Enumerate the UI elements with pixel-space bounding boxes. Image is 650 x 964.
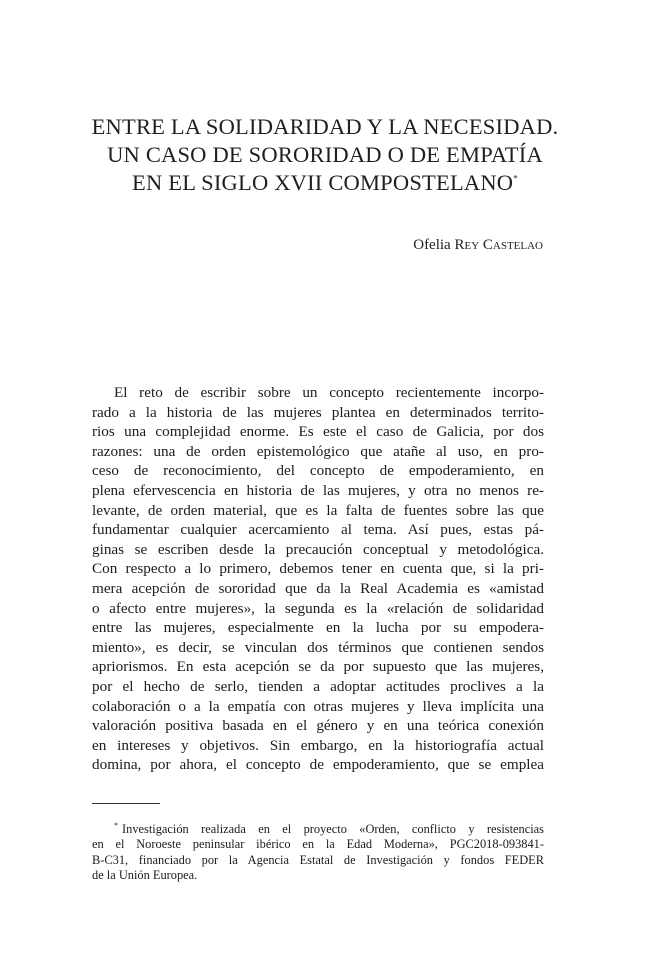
footnote-separator — [92, 803, 160, 804]
author-given-name: Ofelia — [413, 237, 451, 253]
body-line: o afecto entre mujeres», la segunda es la «relación de solidaridad — [92, 599, 544, 617]
body-line: rado a la historia de las mujeres plantea en determinados territo- — [92, 403, 544, 421]
chapter-title-line-2: UN CASO DE SORORIDAD O DE EMPATÍA — [107, 142, 543, 167]
body-line: valoración positiva basada en el género y en una teórica conexión — [92, 717, 544, 735]
body-line: por el hecho de serlo, tienden a adoptar actitudes proclives a la — [92, 677, 544, 695]
chapter-title — [60, 113, 590, 197]
footnote-marker: * — [114, 820, 118, 830]
body-line: levante, de orden material, que es la falta de fuentes sobre las que — [92, 501, 544, 519]
footnote — [92, 822, 544, 884]
body-line: mera acepción de sororidad que da la Real Academia es «amistad — [92, 579, 544, 597]
body-line: razones: una de orden epistemológico que atañe al uso, en pro- — [92, 442, 544, 460]
body-line: ceso de reconocimiento, del concepto de empoderamiento, en — [92, 462, 544, 480]
footnote-line: de la Unión Europea. — [92, 868, 198, 883]
body-line: El reto de escribir sobre un concepto recientemente incorpo- — [114, 384, 544, 401]
footnote-line — [92, 822, 544, 837]
body-text — [92, 383, 544, 775]
body-line: fundamentar cualquier acercamiento al tema. Así pues, estas pá- — [92, 521, 544, 539]
body-line: domina, por ahora, el concepto de empoderamiento, que se emplea — [92, 756, 544, 774]
body-line: rios una complejidad enorme. Es este el caso de Galicia, por dos — [92, 423, 544, 441]
footnote-line: B-C31, financiado por la Agencia Estatal de Investigación y fondos FEDER — [92, 852, 544, 867]
body-line: entre las mujeres, especialmente en la lucha por su empodera- — [92, 619, 544, 637]
body-line: colaboración o a la empatía con otras mujeres y lleva implícita una — [92, 697, 544, 715]
body-line: Con respecto a lo primero, debemos tener en cuenta que, si la pri- — [92, 560, 544, 578]
body-line: apriorismos. En esta acepción se da por supuesto que las mujeres, — [92, 658, 544, 676]
author-name — [413, 236, 543, 254]
body-line: plena efervescencia en historia de las mujeres, y otra no menos re- — [92, 481, 544, 499]
footnote-line: en el Noroeste peninsular ibérico en la Edad Moderna», PGC2018-093841- — [92, 837, 544, 852]
body-line: en intereses y objetivos. Sin embargo, en la historiografía actual — [92, 736, 544, 754]
chapter-title-line-1: ENTRE LA SOLIDARIDAD Y LA NECESIDAD. — [91, 114, 559, 139]
body-line: miento», es decir, se vinculan dos términos que contienen sendos — [92, 638, 544, 656]
author-surname: Rey Castelao — [454, 237, 543, 253]
chapter-title-line-3: EN EL SIGLO XVII COMPOSTELANO* — [132, 170, 518, 195]
body-line: ginas se escriben desde la precaución conceptual y metodológica. — [92, 540, 544, 558]
title-footnote-marker[interactable]: * — [513, 173, 518, 184]
footnote-line-text: Investigación realizada en el proyecto «Orden, conflicto y resistencias — [122, 822, 544, 836]
